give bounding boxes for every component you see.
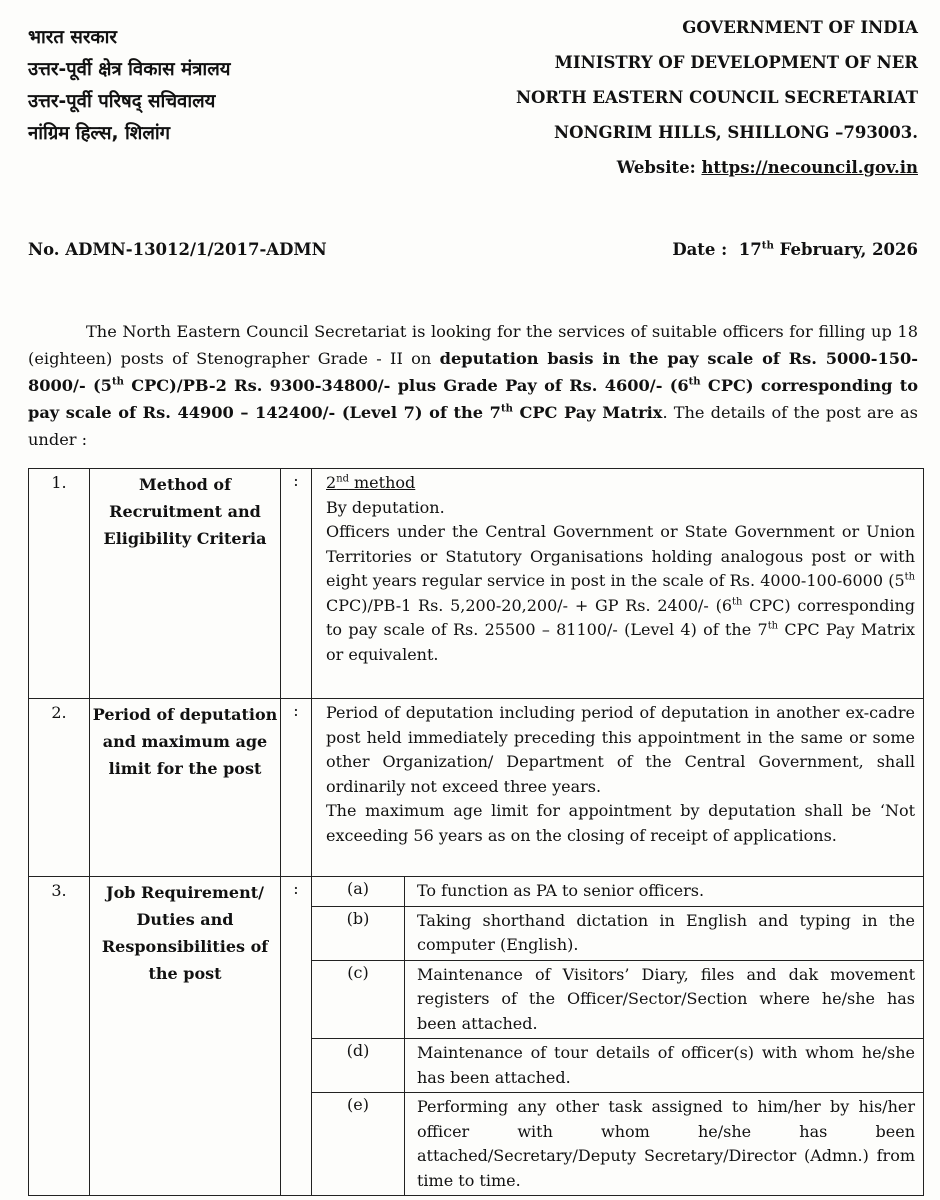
row-colon: : (281, 877, 312, 1196)
age-limit-text: The maximum age limit for appointment by deputation shall be ‘Not exceeding 56 years as on the closing of receipt of applications. (326, 801, 915, 845)
row-colon: : (281, 469, 312, 699)
duty-label: (a) (312, 877, 405, 906)
duty-row (312, 906, 923, 960)
row-number: 3. (29, 877, 90, 1196)
intro-bold: CPC) corresponding to pay scale of Rs. 44900 – 142400/- (Level 7) of the 7 (28, 376, 919, 422)
duty-label: (b) (312, 906, 405, 960)
method-num: 2 (326, 473, 337, 492)
row-details (312, 877, 924, 1196)
duty-text: To function as PA to senior officers. (405, 877, 924, 906)
intro-text: The North Eastern Council Secretariat is looking for the services of suitable officers for filling up 18 (eighteen) posts of Stenographer Grade - II on (28, 322, 918, 368)
duty-row (312, 1093, 923, 1196)
row-label: Period of deputation and maximum age limit for the post (90, 699, 281, 877)
intro-sup: th (500, 403, 513, 415)
row-details (312, 699, 924, 877)
intro-bold: deputation basis in the pay scale of Rs. 5000-150-8000/- (5 (28, 349, 918, 395)
website-label: Website: (616, 158, 696, 177)
hindi-line: नांग्रिम हिल्स, शिलांग (28, 123, 171, 144)
table-row (29, 699, 924, 877)
row-colon: : (281, 699, 312, 877)
duty-label: (d) (312, 1039, 405, 1093)
english-line: GOVERNMENT OF INDIA (682, 18, 918, 37)
hindi-line: भारत सरकार (28, 27, 117, 48)
eligibility-sup: th (767, 620, 779, 632)
method-rest: method (348, 473, 416, 492)
eligibility-b: CPC)/PB-1 Rs. 5,200-20,200/- + GP Rs. 2400/- (6 (326, 595, 732, 615)
duty-row (312, 1039, 923, 1093)
intro-sup: th (688, 376, 701, 388)
english-line: NORTH EASTERN COUNCIL SECRETARIAT (515, 88, 918, 107)
intro-bold: CPC Pay Matrix (512, 403, 663, 422)
method-heading (326, 471, 915, 496)
row-number: 1. (29, 469, 90, 699)
hindi-letterhead (28, 22, 230, 150)
row-label: Method of Recruitment and Eligibility Criteria (90, 469, 281, 699)
intro-sup: th (111, 376, 124, 388)
reference-line (28, 240, 918, 259)
date-label: Date : (672, 240, 728, 259)
row-label: Job Requirement/ Duties and Responsibilities of the post (90, 877, 281, 1196)
website-line (516, 150, 918, 185)
duty-row (312, 877, 923, 906)
duty-row (312, 960, 923, 1039)
intro-paragraph (28, 318, 918, 453)
duty-label: (e) (312, 1093, 405, 1196)
eligibility-d: CPC Pay Matrix or equivalent. (326, 620, 915, 664)
eligibility-text (326, 520, 915, 667)
eligibility-sup: th (732, 596, 743, 608)
method-line: By deputation. (326, 497, 445, 517)
method-sup: nd (336, 473, 349, 485)
english-letterhead (516, 10, 918, 185)
deputation-period-text: Period of deputation including period of deputation in another ex-cadre post held immediately preceding this appointment in the same or some other Organization/ Department of the Central Government, shall ordinarily not exceed three years. (326, 703, 915, 796)
duties-table (312, 877, 923, 1195)
eligibility-a: Officers under the Central Government or State Government or Union Territories or Statutory Organisations holding analogous post or with eight years regular service in post in the scale of Rs. 4000-100-6000 (5 (326, 522, 915, 590)
date-sup: th (761, 239, 774, 252)
intro-bold: CPC)/PB-2 Rs. 9300-34800/- plus Grade Pay of Rs. 4600/- (6 (123, 376, 689, 395)
issue-date (672, 240, 918, 259)
hindi-line: उत्तर-पूर्वी क्षेत्र विकास मंत्रालय (28, 59, 231, 80)
website-link[interactable]: https://necouncil.gov.in (701, 158, 918, 177)
hindi-line: उत्तर-पूर्वी परिषद् सचिवालय (28, 91, 216, 112)
reference-number: No. ADMN-13012/1/2017-ADMN (28, 240, 327, 259)
eligibility-sup: th (904, 571, 915, 583)
row-details (312, 469, 924, 699)
eligibility-c: CPC) corresponding to pay scale of Rs. 25500 – 81100/- (Level 4) of the 7 (326, 595, 915, 639)
english-line: MINISTRY OF DEVELOPMENT OF NER (554, 53, 918, 72)
duty-text: Taking shorthand dictation in English and typing in the computer (English). (405, 906, 924, 960)
duty-text: Maintenance of tour details of officer(s) with whom he/she has been attached. (405, 1039, 924, 1093)
duty-text: Maintenance of Visitors’ Diary, files and dak movement registers of the Officer/Sector/Section where he/she has been attached. (405, 960, 924, 1039)
english-line: NONGRIM HILLS, SHILLONG –793003. (554, 123, 918, 142)
duty-label: (c) (312, 960, 405, 1039)
table-row (29, 877, 924, 1196)
date-rest: February, 2026 (779, 240, 918, 259)
row-number: 2. (29, 699, 90, 877)
intro-text: . The details of the post are as under : (28, 403, 918, 449)
table-row (29, 469, 924, 699)
duty-text: Performing any other task assigned to him/her by his/her officer with whom he/she has been attached/Secretary/Deputy Secretary/Director (Admn.) from time to time. (405, 1093, 924, 1196)
post-details-table (28, 468, 924, 1196)
date-day: 17 (738, 240, 762, 259)
